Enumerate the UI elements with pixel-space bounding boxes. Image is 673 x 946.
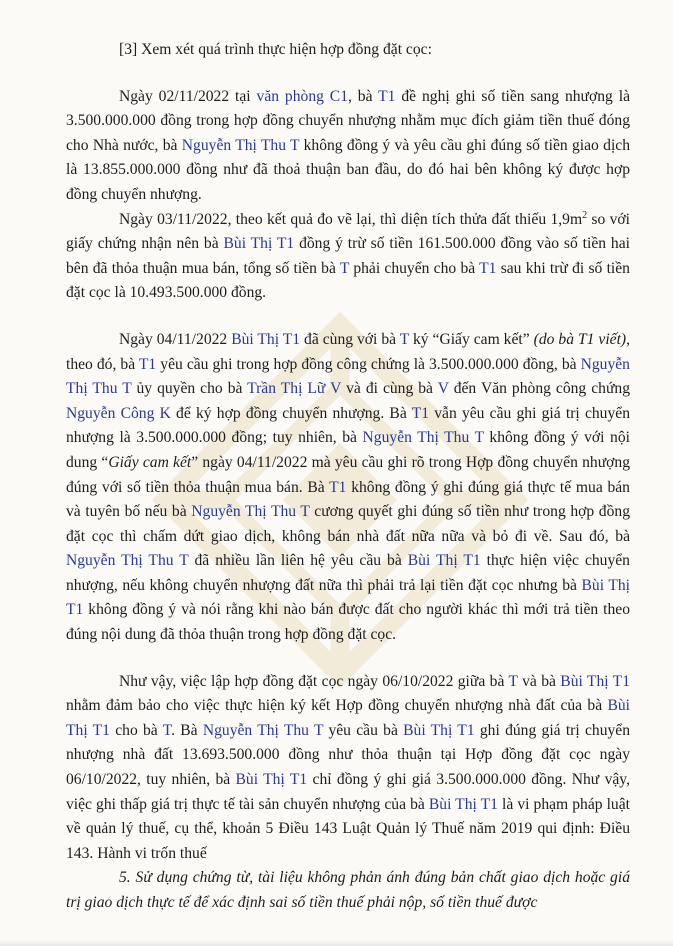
paragraph-4: Như vậy, việc lập hợp đồng đặt cọc ngày 06/10/2022 giữa bà T và bà Bùi Thị T1 nhằm đảm bảo cho việc thực hiện ký kết Hợp đồng chuyển nhượng nhà đất của bà Bùi Thị T1 cho bà T. Bà Nguyễn Thị Thu T yêu cầu bà Bùi Thị T1 ghi đúng giá trị chuyển nhượng nhà đất 13.693.500.000 đồng như thỏa thuận tại Hợp đồng đặt cọc ngày 06/10/2022, tuy nhiên, bà Bùi Thị T1 chỉ đồng ý ghi giá 3.500.000.000 đồng. Như vậy, việc ghi thấp giá trị thực tế tài sản chuyển nhượng của bà Bùi Thị T1 là vi phạm pháp luật về quản lý thuế, cụ thể, khoản 5 Điều 143 Luật Quản lý Thuế năm 2019 qui định: Điều 143. Hành vi trốn thuế [66, 672, 631, 862]
paragraph-2: Ngày 03/11/2022, theo kết quả đo vẽ lại, thì diện tích thửa đất thiếu $1,9m^2$ so với giấy chứng nhận nên bà Bùi Thị T1 đồng ý trừ số tiền 161.500.000 đồng vào số tiền hai bên đã thỏa thuận mua bán, tổng số tiền bà T phải chuyển cho bà T1 sau khi trừ đi số tiền đặt cọc là 10.493.500.000 đồng. [66, 209, 630, 302]
paragraph-3: Ngày 04/11/2022 Bùi Thị T1 đã cùng với bà T ký “Giấy cam kết” (do bà T1 viết), theo đó, bà T1 yêu cầu ghi trong hợp đồng công chứng là 3.500.000.000 đồng, bà Nguyễn Thị Thu T ủy quyền cho bà Trần Thị Lữ V và đi cùng bà V đến Văn phòng công chứng Nguyễn Công K để ký hợp đồng chuyển nhượng. Bà T1 vẫn yêu cầu ghi giá trị chuyển nhượng là 3.500.000.000 đồng; tuy nhiên, bà Nguyễn Thị Thu T không đồng ý với nội dung “Giấy cam kết” ngày 04/11/2022 mà yêu cầu ghi rõ trong Hợp đồng chuyển nhượng đúng với số tiền thỏa thuận mua bán. Bà T1 không đồng ý ghi đúng giá thực tế mua bán và tuyên bố nếu bà Nguyễn Thị Thu T cương quyết ghi đúng số tiền như trong hợp đồng đặt cọc thì chấm dứt giao dịch, không bán nhà đất nữa nữa và bỏ đi về. Sau đó, bà Nguyễn Thị Thu T đã nhiều lần liên hệ yêu cầu bà Bùi Thị T1 thực hiện việc chuyển nhượng, nếu không chuyển nhượng đất nữa thì phải trả lại tiền đặt cọc nhưng bà Bùi Thị T1 không đồng ý và nói rằng khi nào bán được đất cho người khác thì mới trả tiền theo đúng nội dung đã thỏa thuận trong hợp đồng đặt cọc. [66, 330, 631, 644]
paragraph-1: Ngày 02/11/2022 tại văn phòng C1, bà T1 đề nghị ghi số tiền sang nhượng là 3.500.000.000 đồng trong hợp đồng chuyển nhượng nhằm mục đích giảm tiền thuế đóng cho Nhà nước, bà Nguyễn Thị Thu T không đồng ý và yêu cầu ghi đúng số tiền giao dịch là 13.855.000.000 đồng như đã thoả thuận ban đầu, do đó hai bên không ký được hợp đồng chuyển nhượng. [66, 87, 630, 203]
section-heading: [3] Xem xét quá trình thực hiện hợp đồng đặt cọc: [119, 41, 432, 58]
document-body [66, 38, 630, 916]
page-edge [0, 940, 673, 946]
paragraph-5: 5. Sử dụng chứng từ, tài liệu không phản ánh đúng bản chất giao dịch hoặc giá trị giao dịch thực tế để xác định sai số tiền thuế phải nộp, số tiền thuế được [66, 869, 630, 911]
